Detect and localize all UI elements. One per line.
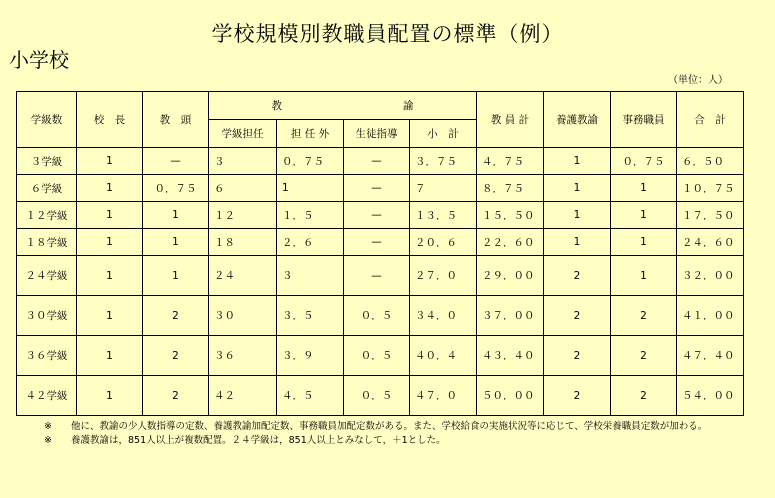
cell-subtotal: ２７．０ <box>410 256 477 296</box>
header-non-homeroom: 担 任 外 <box>277 120 344 148</box>
cell-non-homeroom: ４．５ <box>277 376 344 416</box>
cell-clerk: 2 <box>611 296 677 336</box>
header-subtotal: 小 計 <box>410 120 477 148</box>
cell-total: ６．５０ <box>677 148 744 175</box>
cell-vice: 2 <box>143 296 209 336</box>
cell-nurse: 2 <box>544 256 611 296</box>
cell-vice: 1 <box>143 229 209 256</box>
header-clerk: 事務職員 <box>611 92 677 148</box>
cell-vice: 2 <box>143 376 209 416</box>
cell-principal: 1 <box>77 202 143 229</box>
footnote <box>44 420 764 434</box>
cell-guidance: — <box>344 256 410 296</box>
cell-staff-total: ８．７５ <box>477 175 544 202</box>
cell-clerk: 2 <box>611 336 677 376</box>
footnote-mark: ※ <box>44 421 52 432</box>
cell-staff-total: ４３．４０ <box>477 336 544 376</box>
footnote-text: 養護教諭は，851人以上が複数配置。２４学級は，851人以上とみなして，＋1とした。 <box>71 435 446 446</box>
cell-principal: 1 <box>77 175 143 202</box>
cell-non-homeroom: １．５ <box>277 202 344 229</box>
cell-homeroom: １８ <box>209 229 277 256</box>
cell-grades: ３０学級 <box>17 296 77 336</box>
cell-subtotal: ３．７５ <box>410 148 477 175</box>
table-row <box>17 148 744 175</box>
cell-grades: ２４学級 <box>17 256 77 296</box>
cell-nurse: 1 <box>544 202 611 229</box>
cell-non-homeroom: 1 <box>277 175 344 202</box>
cell-total: ５４．００ <box>677 376 744 416</box>
cell-principal: 1 <box>77 229 143 256</box>
cell-non-homeroom: ３ <box>277 256 344 296</box>
cell-vice: 1 <box>143 256 209 296</box>
cell-non-homeroom: ２．６ <box>277 229 344 256</box>
table-row <box>17 229 744 256</box>
cell-homeroom: １２ <box>209 202 277 229</box>
header-homeroom: 学級担任 <box>209 120 277 148</box>
cell-homeroom: ３６ <box>209 336 277 376</box>
school-type-heading: 小学校 <box>9 48 69 72</box>
cell-grades: ４２学級 <box>17 376 77 416</box>
cell-total: ４７．４０ <box>677 336 744 376</box>
cell-staff-total: １５．５０ <box>477 202 544 229</box>
cell-non-homeroom: ３．５ <box>277 296 344 336</box>
cell-grades: ６学級 <box>17 175 77 202</box>
cell-principal: 1 <box>77 148 143 175</box>
cell-guidance: — <box>344 175 410 202</box>
cell-clerk: 1 <box>611 175 677 202</box>
cell-subtotal: ４０．４ <box>410 336 477 376</box>
table-row <box>17 336 744 376</box>
cell-principal: 1 <box>77 376 143 416</box>
staffing-table <box>16 91 744 416</box>
cell-vice: 2 <box>143 336 209 376</box>
footnote-mark: ※ <box>44 435 52 446</box>
cell-total: ４１．００ <box>677 296 744 336</box>
cell-nurse: 1 <box>544 148 611 175</box>
cell-subtotal: ４７．０ <box>410 376 477 416</box>
cell-staff-total: ４．７５ <box>477 148 544 175</box>
header-total: 合 計 <box>677 92 744 148</box>
cell-clerk: 1 <box>611 202 677 229</box>
cell-vice: ０．７５ <box>143 175 209 202</box>
cell-grades: １２学級 <box>17 202 77 229</box>
cell-grades: ３６学級 <box>17 336 77 376</box>
cell-homeroom: ６ <box>209 175 277 202</box>
cell-vice: — <box>143 148 209 175</box>
cell-clerk: 1 <box>611 256 677 296</box>
cell-guidance: — <box>344 229 410 256</box>
cell-clerk: ０．７５ <box>611 148 677 175</box>
cell-non-homeroom: ３．９ <box>277 336 344 376</box>
cell-nurse: 2 <box>544 376 611 416</box>
cell-staff-total: ３７．００ <box>477 296 544 336</box>
cell-total: ３２．００ <box>677 256 744 296</box>
header-staff-total: 教 員 計 <box>477 92 544 148</box>
cell-homeroom: ３ <box>209 148 277 175</box>
page-title: 学校規模別教職員配置の標準（例） <box>211 22 564 46</box>
header-vice-principal: 教 頭 <box>143 92 209 148</box>
cell-nurse: 2 <box>544 336 611 376</box>
header-teachers-left: 教 <box>271 100 282 112</box>
cell-total: １７．５０ <box>677 202 744 229</box>
cell-subtotal: ７ <box>410 175 477 202</box>
cell-nurse: 2 <box>544 296 611 336</box>
cell-grades: １８学級 <box>17 229 77 256</box>
header-nurse: 養護教諭 <box>544 92 611 148</box>
cell-staff-total: ５０．００ <box>477 376 544 416</box>
table-row <box>17 175 744 202</box>
cell-guidance: — <box>344 202 410 229</box>
table-row <box>17 256 744 296</box>
cell-homeroom: ２４ <box>209 256 277 296</box>
cell-homeroom: ３０ <box>209 296 277 336</box>
cell-subtotal: ３４．０ <box>410 296 477 336</box>
cell-nurse: 1 <box>544 175 611 202</box>
table-row <box>17 296 744 336</box>
header-grades: 学級数 <box>17 92 77 148</box>
cell-clerk: 1 <box>611 229 677 256</box>
cell-guidance: — <box>344 148 410 175</box>
header-guidance: 生徒指導 <box>344 120 410 148</box>
footnotes <box>44 420 764 448</box>
footnote-text: 他に、教諭の少人数指導の定数、養護教諭加配定数、事務職員加配定数がある。また、学校給食の実施状況等に応じて、学校栄養職員定数が加わる。 <box>71 421 708 432</box>
cell-subtotal: １３．５ <box>410 202 477 229</box>
cell-homeroom: ４２ <box>209 376 277 416</box>
cell-subtotal: ２０．６ <box>410 229 477 256</box>
cell-clerk: 2 <box>611 376 677 416</box>
cell-guidance: ０．５ <box>344 336 410 376</box>
cell-principal: 1 <box>77 336 143 376</box>
cell-total: ２４．６０ <box>677 229 744 256</box>
header-teachers-right: 諭 <box>403 100 414 112</box>
header-principal: 校 長 <box>77 92 143 148</box>
cell-vice: 1 <box>143 202 209 229</box>
cell-total: １０．７５ <box>677 175 744 202</box>
unit-label: （単位：人） <box>668 75 728 86</box>
cell-principal: 1 <box>77 256 143 296</box>
table-row <box>17 376 744 416</box>
cell-nurse: 1 <box>544 229 611 256</box>
cell-staff-total: ２９．００ <box>477 256 544 296</box>
header-teachers-group <box>209 92 477 120</box>
cell-staff-total: ２２．６０ <box>477 229 544 256</box>
cell-principal: 1 <box>77 296 143 336</box>
table-row <box>17 202 744 229</box>
cell-guidance: ０．５ <box>344 376 410 416</box>
footnote <box>44 434 764 448</box>
cell-non-homeroom: ０．７５ <box>277 148 344 175</box>
cell-guidance: ０．５ <box>344 296 410 336</box>
cell-grades: ３学級 <box>17 148 77 175</box>
